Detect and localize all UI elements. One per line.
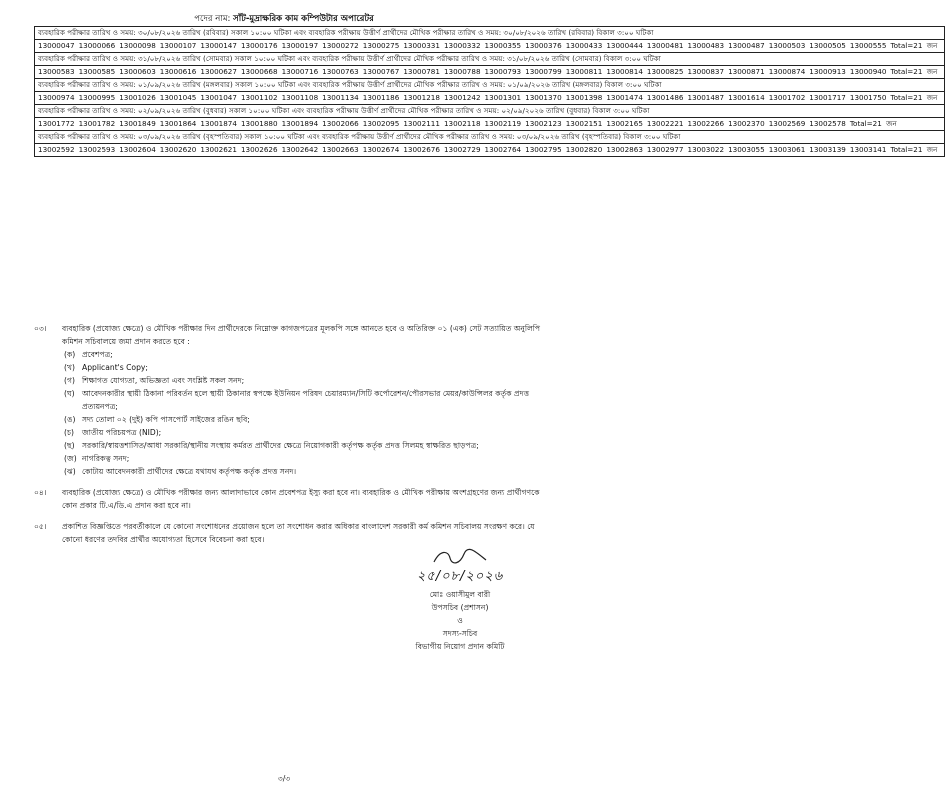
list-key: (গ) <box>64 376 75 385</box>
post-name: সাঁট-মুদ্রাক্ষরিক কাম কম্পিউটার অপারেটর <box>233 14 374 24</box>
roll-number: 13003141 <box>849 145 887 154</box>
roll-number: 13000147 <box>200 41 237 50</box>
roll-number: 13000814 <box>606 67 643 76</box>
roll-number: 13000505 <box>809 41 846 50</box>
signatory-committee: বিভাগীয় নিয়োগ প্রদান কমিটি <box>415 642 505 651</box>
roll-number: 13001874 <box>200 119 237 128</box>
roll-number: 13002165 <box>606 119 643 128</box>
roll-number: 13001242 <box>443 93 481 102</box>
roll-number: 13002620 <box>159 145 197 154</box>
roll-number: 13003055 <box>728 145 765 154</box>
roll-number: 13001894 <box>281 119 319 128</box>
roll-number: 13001849 <box>119 119 156 128</box>
schedule-total: Total=21 জন <box>890 67 938 76</box>
signature-block <box>380 548 540 653</box>
schedule-header: ব্যবহারিক পরীক্ষার তারিখ ও সময়: ০৩/০৯/২০২৬ তারিখ (বৃহস্পতিবার) সকাল ১০:০০ ঘটিকা এবং ব্যবহারিক পরীক্ষায় উত্তীর্ণ প্রার্থীদের মৌখিক পরীক্ষার তারিখ ও সময়: ০৩/০৯/২০২৬ তারিখ (বৃহস্পতিবার) বিকাল ৩:০০ ঘটিকা <box>35 131 945 144</box>
note-text: ব্যবহারিক (প্রযোজ্য ক্ষেত্রে) ও মৌখিক পরীক্ষার দিন প্রার্থীদেরকে নিম্নোক্ত কাগজপত্রের মূলকপি সঙ্গে আনতে হবে ও অতিরিক্ত ০১ (এক) সেট সত্যায়িত অনুলিপি কমিশন সচিবালয়ে জমা প্রদান করতে হবে : <box>62 324 541 346</box>
schedule-header-row <box>35 131 945 144</box>
schedule-numbers <box>35 92 945 105</box>
roll-number: 13000627 <box>200 67 237 76</box>
schedule-numbers <box>35 40 945 53</box>
list-key: (জ) <box>64 454 77 463</box>
schedule-numbers <box>35 144 945 157</box>
roll-number: 13002863 <box>606 145 643 154</box>
roll-number: 13002151 <box>565 119 603 128</box>
roll-number: 13001772 <box>38 119 75 128</box>
schedule-header: ব্যবহারিক পরীক্ষার তারিখ ও সময়: ০১/০৯/২০২৬ তারিখ (মঙ্গলবার) সকাল ১০:০০ ঘটিকা এবং ব্যবহারিক পরীক্ষায় উত্তীর্ণ প্রার্থীদের মৌখিক পরীক্ষার তারিখ ও সময়: ০১/০৯/২০২৬ তারিখ (মঙ্গলবার) বিকাল ৩:০০ ঘটিকা <box>35 79 945 92</box>
schedule-total: Total=21 জন <box>890 93 938 102</box>
list-text: জাতীয় পরিচয়পত্র (NID); <box>82 428 162 437</box>
roll-number: 13001614 <box>728 93 765 102</box>
list-item <box>64 374 546 387</box>
roll-number: 13001864 <box>159 119 197 128</box>
schedule-total: Total=21 জন <box>849 119 897 128</box>
roll-number: 13001702 <box>768 93 806 102</box>
schedule-table <box>34 26 945 157</box>
roll-number: 13001750 <box>849 93 887 102</box>
schedule-numbers <box>35 66 945 79</box>
roll-number: 13000583 <box>38 67 75 76</box>
roll-number: 13002123 <box>525 119 562 128</box>
signatory-conjunction: ও <box>457 616 463 625</box>
roll-number: 13002118 <box>443 119 481 128</box>
roll-number: 13000668 <box>240 67 278 76</box>
roll-number: 13002266 <box>687 119 725 128</box>
roll-number: 13002626 <box>240 145 278 154</box>
roll-number: 13000275 <box>362 41 400 50</box>
list-key: (ঘ) <box>64 389 75 398</box>
note-4 <box>34 486 546 512</box>
roll-number: 13000825 <box>646 67 684 76</box>
roll-number: 13000716 <box>281 67 319 76</box>
roll-number: 13002729 <box>443 145 481 154</box>
roll-number: 13002221 <box>646 119 684 128</box>
roll-number: 13002764 <box>484 145 522 154</box>
schedule-total: Total=21 জন <box>890 41 938 50</box>
schedule-numbers <box>35 118 945 131</box>
schedule-numbers-row <box>35 92 945 105</box>
roll-number: 13000913 <box>809 67 846 76</box>
schedule-numbers-row <box>35 144 945 157</box>
roll-number: 13002578 <box>809 119 846 128</box>
list-item <box>64 452 546 465</box>
roll-number: 13000811 <box>565 67 603 76</box>
roll-number: 13002820 <box>565 145 603 154</box>
note-number: ০৫। <box>34 522 47 531</box>
roll-number: 13000332 <box>443 41 481 50</box>
schedule-header: ব্যবহারিক পরীক্ষার তারিখ ও সময়: ০২/০৯/২০২৬ তারিখ (বুধবার) সকাল ১০:০০ ঘটিকা এবং ব্যবহারিক পরীক্ষায় উত্তীর্ণ প্রার্থীদের মৌখিক পরীক্ষার তারিখ ও সময়: ০২/০৯/২০২৬ তারিখ (বুধবার) বিকাল ৩:০০ ঘটিকা <box>35 105 945 118</box>
roll-number: 13003022 <box>687 145 725 154</box>
list-key: (ছ) <box>64 441 75 450</box>
list-key: (খ) <box>64 363 75 372</box>
roll-number: 13001045 <box>159 93 197 102</box>
roll-number: 13000376 <box>525 41 562 50</box>
schedule-header-row <box>35 105 945 118</box>
roll-number: 13001398 <box>565 93 603 102</box>
schedule-numbers-row <box>35 40 945 53</box>
roll-number: 13000799 <box>525 67 562 76</box>
roll-number: 13000487 <box>728 41 765 50</box>
note-5 <box>34 520 546 546</box>
list-item <box>64 426 546 439</box>
roll-number: 13000603 <box>119 67 156 76</box>
list-item <box>64 348 546 361</box>
roll-number: 13000483 <box>687 41 725 50</box>
schedule-numbers-row <box>35 66 945 79</box>
note-text: ব্যবহারিক (প্রযোজ্য ক্ষেত্রে) ও মৌখিক পরীক্ষার জন্য আলাদাভাবে কোন প্রবেশপত্র ইস্যু করা হবে না। ব্যবহারিক ও মৌখিক পরীক্ষায় অংশগ্রহণের জন্য প্রার্থীগণকে কোন প্রকার টি.এ/ডি.এ প্রদান করা হবে না। <box>62 488 540 510</box>
roll-number: 13001717 <box>809 93 846 102</box>
roll-number: 13002370 <box>728 119 765 128</box>
roll-number: 13001782 <box>78 119 116 128</box>
list-key: (ঙ) <box>64 415 76 424</box>
roll-number: 13001102 <box>240 93 278 102</box>
roll-number: 13002592 <box>38 145 75 154</box>
list-item <box>64 413 546 426</box>
schedule-header: ব্যবহারিক পরীক্ষার তারিখ ও সময়: ৩১/০৮/২০২৬ তারিখ (সোমবার) সকাল ১০:০০ ঘটিকা এবং ব্যবহারিক পরীক্ষায় উত্তীর্ণ প্রার্থীদের মৌখিক পরীক্ষার তারিখ ও সময়: ৩১/০৮/২০২৬ তারিখ (সোমবার) বিকাল ৩:০০ ঘটিকা <box>35 53 945 66</box>
roll-number: 13002642 <box>281 145 319 154</box>
schedule-numbers-row <box>35 118 945 131</box>
signature-scribble-icon <box>430 548 490 566</box>
roll-number: 13000433 <box>565 41 603 50</box>
roll-number: 13002119 <box>484 119 522 128</box>
roll-number: 13002795 <box>525 145 562 154</box>
roll-number: 13002111 <box>403 119 440 128</box>
roll-number: 13001301 <box>484 93 522 102</box>
list-item <box>64 439 546 452</box>
list-text: নাগরিকত্ব সনদ; <box>82 454 130 463</box>
roll-number: 13000616 <box>159 67 197 76</box>
roll-number: 13000503 <box>768 41 806 50</box>
roll-number: 13003061 <box>768 145 806 154</box>
roll-number: 13001370 <box>525 93 562 102</box>
roll-number: 13002977 <box>646 145 684 154</box>
schedule-header-row <box>35 53 945 66</box>
schedule-total: Total=21 জন <box>890 145 938 154</box>
roll-number: 13002621 <box>200 145 237 154</box>
roll-number: 13003139 <box>809 145 846 154</box>
roll-number: 13000481 <box>646 41 684 50</box>
roll-number: 13000837 <box>687 67 725 76</box>
roll-number: 13001487 <box>687 93 725 102</box>
roll-number: 13000098 <box>119 41 156 50</box>
roll-number: 13000047 <box>38 41 75 50</box>
page-title <box>0 12 568 26</box>
list-key: (ক) <box>64 350 76 359</box>
roll-number: 13000974 <box>38 93 75 102</box>
roll-number: 13002604 <box>119 145 156 154</box>
list-text: প্রবেশপত্র; <box>82 350 113 359</box>
roll-number: 13001880 <box>240 119 278 128</box>
roll-number: 13000555 <box>849 41 887 50</box>
signatory-role: সদস্য-সচিব <box>442 629 478 638</box>
note-number: ০৪। <box>34 488 47 497</box>
list-item <box>64 465 546 478</box>
page-number: ৩/৩ <box>277 774 291 783</box>
list-text: সদ্য তোলা ০২ (দুই) কপি পাসপোর্ট সাইজের রঙিন ছবি; <box>82 415 250 424</box>
list-text: আবেদনকারীর স্থায়ী ঠিকানা পরিবর্তন হলে স্থায়ী ঠিকানার স্বপক্ষে ইউনিয়ন পরিষদ চেয়ারম্যান/সিটি কর্পোরেশন/পৌরসভার মেয়র/কাউন্সিলর কর্তৃক প্রদত্ত প্রত্যয়নপত্র; <box>82 389 530 411</box>
roll-number: 13001486 <box>646 93 684 102</box>
roll-number: 13001186 <box>362 93 400 102</box>
schedule-header-row <box>35 79 945 92</box>
note-text: প্রকাশিত বিজ্ঞপ্তিতে পরবর্তীকালে যে কোনো সংশোধনের প্রয়োজন হলে তা সংশোধন করার অধিকার বাংলাদেশ সরকারী কর্ম কমিশন সচিবালয় সংরক্ষণ করে। যে কোনো ধরণের তদবির প্রার্থীর অযোগ্যতা হিসেবে বিবেচনা করা হবে। <box>62 522 535 544</box>
roll-number: 13000793 <box>484 67 522 76</box>
schedule-header-row <box>35 27 945 40</box>
list-item <box>64 361 546 374</box>
roll-number: 13002593 <box>78 145 116 154</box>
roll-number: 13000107 <box>159 41 197 50</box>
list-text: সরকারি/স্বায়ত্তশাসিত/আধা সরকারি/স্থানীয় সংস্থায় কর্মরত প্রার্থীদের ক্ষেত্রে নিয়োগকারী কর্তৃপক্ষ কর্তৃক প্রদত্ত সিলমহ স্বাক্ষরিত ছাড়পত্র; <box>82 441 479 450</box>
roll-number: 13000874 <box>768 67 806 76</box>
signatory-name: মোঃ ওয়াসীমুল বারী <box>429 590 491 599</box>
roll-number: 13002663 <box>322 145 359 154</box>
roll-number: 13002066 <box>322 119 359 128</box>
roll-number: 13000781 <box>403 67 440 76</box>
roll-number: 13000763 <box>322 67 359 76</box>
list-text: কোটায় আবেদনকারী প্রার্থীদের ক্ষেত্রে যথাযথ কর্তৃপক্ষ কর্তৃক প্রদত্ত সনদ। <box>82 467 297 476</box>
list-text: শিক্ষাগত যোগ্যতা, অভিজ্ঞতা এবং সংশ্লিষ্ট সকল সনদ; <box>82 376 245 385</box>
document-list <box>62 348 546 478</box>
notes-section <box>34 322 546 554</box>
roll-number: 13001108 <box>281 93 319 102</box>
list-key: (চ) <box>64 428 75 437</box>
schedule-header: ব্যবহারিক পরীক্ষার তারিখ ও সময়: ৩০/০৮/২০২৬ তারিখ (রবিবার) সকাল ১০:০০ ঘটিকা এবং ব্যবহারিক পরীক্ষায় উত্তীর্ণ প্রার্থীদের মৌখিক পরীক্ষার তারিখ ও সময়: ৩০/০৮/২০২৬ তারিখ (রবিবার) বিকাল ৩:০০ ঘটিকা <box>35 27 945 40</box>
roll-number: 13000066 <box>78 41 116 50</box>
list-key: (ঝ) <box>64 467 76 476</box>
roll-number: 13000995 <box>78 93 116 102</box>
note-number: ০৩। <box>34 324 47 333</box>
roll-number: 13001134 <box>322 93 359 102</box>
roll-number: 13000871 <box>728 67 765 76</box>
roll-number: 13001047 <box>200 93 237 102</box>
roll-number: 13000197 <box>281 41 319 50</box>
roll-number: 13000272 <box>322 41 359 50</box>
list-text: Applicant's Copy; <box>82 363 148 372</box>
roll-number: 13000585 <box>78 67 116 76</box>
roll-number: 13002569 <box>768 119 806 128</box>
post-prefix: পদের নাম: <box>194 14 231 24</box>
roll-number: 13000788 <box>443 67 481 76</box>
roll-number: 13002095 <box>362 119 400 128</box>
roll-number: 13000355 <box>484 41 522 50</box>
note-3 <box>34 322 546 478</box>
roll-number: 13000444 <box>606 41 643 50</box>
list-item <box>64 387 546 413</box>
roll-number: 13002674 <box>362 145 400 154</box>
roll-number: 13000176 <box>240 41 278 50</box>
roll-number: 13001026 <box>119 93 156 102</box>
signature-date: ২৫/০৮/২০২৬ <box>416 569 504 584</box>
roll-number: 13000767 <box>362 67 400 76</box>
roll-number: 13000331 <box>403 41 440 50</box>
signatory-title: উপসচিব (প্রশাসন) <box>431 603 489 612</box>
roll-number: 13001474 <box>606 93 643 102</box>
roll-number: 13002676 <box>403 145 440 154</box>
roll-number: 13001218 <box>403 93 440 102</box>
roll-number: 13000940 <box>849 67 887 76</box>
